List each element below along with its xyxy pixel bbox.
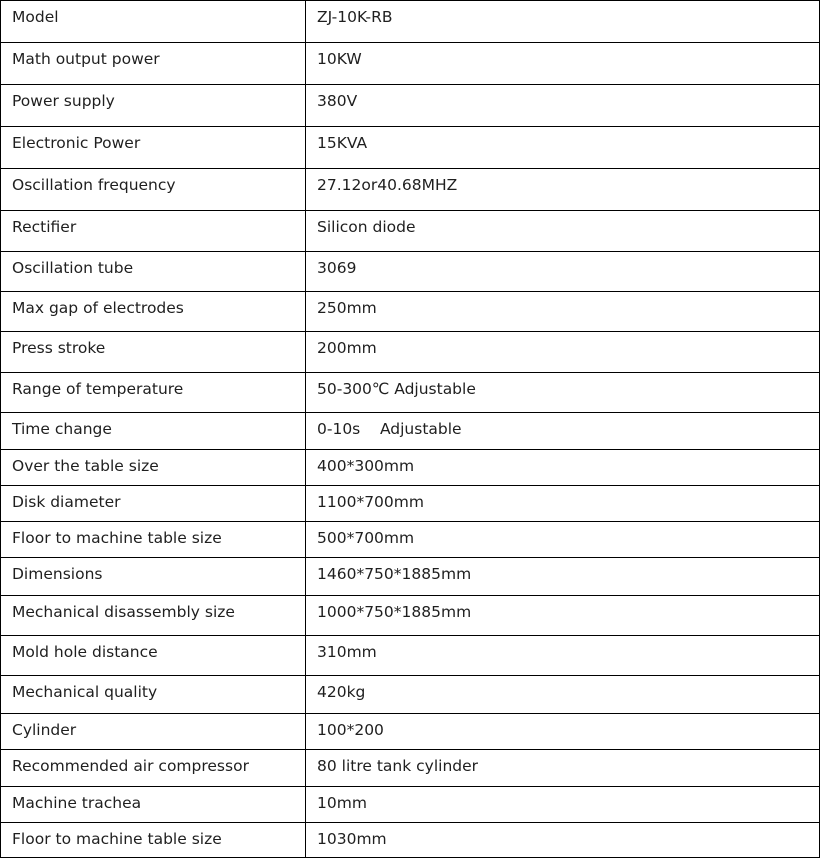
table-row (1, 413, 820, 450)
spec-value: Silicon diode (306, 211, 820, 252)
spec-label: Over the table size (1, 450, 306, 486)
spec-label: Recommended air compressor (1, 750, 306, 787)
table-row (1, 787, 820, 823)
table-row (1, 486, 820, 522)
table-row (1, 450, 820, 486)
table-row (1, 558, 820, 596)
spec-value: 250mm (306, 292, 820, 332)
spec-label: Max gap of electrodes (1, 292, 306, 332)
spec-value: 10mm (306, 787, 820, 823)
spec-label: Power supply (1, 85, 306, 127)
table-row (1, 522, 820, 558)
spec-value: 15KVA (306, 127, 820, 169)
table-row (1, 169, 820, 211)
spec-value: 80 litre tank cylinder (306, 750, 820, 787)
table-row (1, 127, 820, 169)
spec-label: Time change (1, 413, 306, 450)
spec-label: Dimensions (1, 558, 306, 596)
table-row (1, 596, 820, 636)
spec-value: 3069 (306, 252, 820, 292)
spec-value: 1100*700mm (306, 486, 820, 522)
spec-label: Oscillation tube (1, 252, 306, 292)
table-row (1, 211, 820, 252)
spec-label: Oscillation frequency (1, 169, 306, 211)
table-row (1, 43, 820, 85)
spec-label: Model (1, 1, 306, 43)
spec-label: Press stroke (1, 332, 306, 373)
spec-value: ZJ-10K-RB (306, 1, 820, 43)
spec-label: Mechanical disassembly size (1, 596, 306, 636)
spec-value: 10KW (306, 43, 820, 85)
spec-value: 50-300℃ Adjustable (306, 373, 820, 413)
spec-label: Disk diameter (1, 486, 306, 522)
table-row (1, 636, 820, 676)
spec-value: 400*300mm (306, 450, 820, 486)
table-row (1, 714, 820, 750)
table-row (1, 676, 820, 714)
spec-value: 1030mm (306, 823, 820, 858)
spec-value: 200mm (306, 332, 820, 373)
spec-value: 310mm (306, 636, 820, 676)
spec-value: 1000*750*1885mm (306, 596, 820, 636)
spec-value: 1460*750*1885mm (306, 558, 820, 596)
table-row (1, 373, 820, 413)
spec-label: Math output power (1, 43, 306, 85)
spec-label: Range of temperature (1, 373, 306, 413)
table-row (1, 332, 820, 373)
spec-label: Cylinder (1, 714, 306, 750)
spec-value: 27.12or40.68MHZ (306, 169, 820, 211)
table-row (1, 750, 820, 787)
spec-label: Rectifier (1, 211, 306, 252)
spec-value: 380V (306, 85, 820, 127)
spec-label: Electronic Power (1, 127, 306, 169)
spec-value: 500*700mm (306, 522, 820, 558)
spec-label: Mechanical quality (1, 676, 306, 714)
table-row (1, 292, 820, 332)
spec-label: Machine trachea (1, 787, 306, 823)
spec-label: Floor to machine table size (1, 522, 306, 558)
table-row (1, 823, 820, 858)
spec-value: 420kg (306, 676, 820, 714)
spec-value: 0-10s Adjustable (306, 413, 820, 450)
table-row (1, 252, 820, 292)
table-row (1, 1, 820, 43)
spec-label: Mold hole distance (1, 636, 306, 676)
spec-value: 100*200 (306, 714, 820, 750)
spec-label: Floor to machine table size (1, 823, 306, 858)
table-row (1, 85, 820, 127)
